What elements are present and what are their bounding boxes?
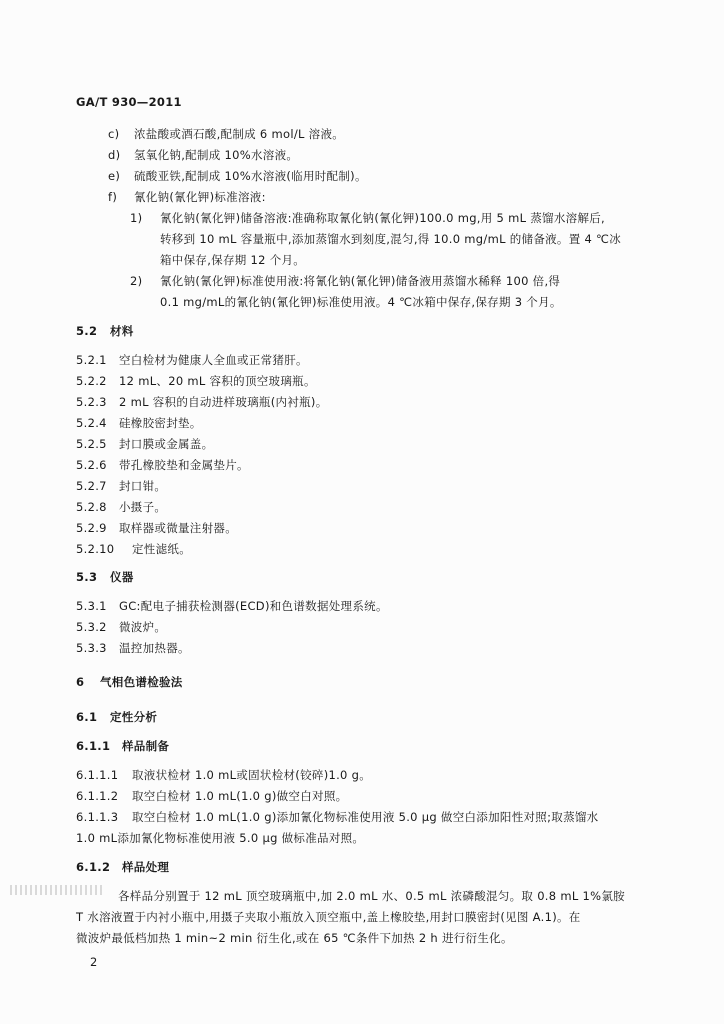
section-number: 6.1: [76, 710, 98, 724]
reagent-item-f: [108, 189, 266, 205]
list-text: 氢氧化钠,配制成 10%水溶液。: [134, 148, 299, 162]
clause-text: 取空白检材 1.0 mL(1.0 g)添加氰化物标准使用液 5.0 μg 做空白添加阳性对照;取蒸馏水: [132, 810, 599, 824]
list-label: c): [108, 127, 120, 141]
clause-number: 5.2.5: [76, 437, 107, 451]
clause-5-2-2: [76, 373, 316, 389]
clause-number: 5.2.8: [76, 500, 107, 514]
sub-item-2-label: 2): [130, 274, 143, 288]
clause-number: 5.2.9: [76, 521, 107, 535]
sub-item-1-line-2: 转移到 10 mL 容量瓶中,添加蒸馏水到刻度,混匀,得 10.0 mg/mL 的储备液。置 4 ℃冰: [160, 232, 622, 246]
clause-text: 硅橡胶密封垫。: [119, 416, 202, 430]
section-title: 样品处理: [122, 860, 170, 874]
section-title: 定性分析: [110, 710, 158, 724]
sub-item-1-line-3: 箱中保存,保存期 12 个月。: [160, 253, 306, 267]
clause-6-1-1-3: [76, 809, 598, 825]
clause-5-2-8: [76, 499, 166, 515]
section-number: 5.2: [76, 324, 98, 338]
clause-number: 5.3.2: [76, 620, 107, 634]
standard-id: GA/T 930—2011: [76, 95, 182, 109]
clause-number: 5.3.1: [76, 599, 107, 613]
section-5-2-heading: [76, 323, 134, 339]
clause-text: 带孔橡胶垫和金属垫片。: [119, 458, 249, 472]
clause-text: 12 mL、20 mL 容积的顶空玻璃瓶。: [119, 374, 316, 388]
sub-item-1-label: 1): [130, 211, 143, 225]
clause-5-2-9: [76, 520, 237, 536]
sub-item-2-line-1: 氰化钠(氰化钾)标准使用液:将氰化钠(氰化钾)储备液用蒸馏水稀释 100 倍,得: [160, 274, 561, 288]
list-label: d): [108, 148, 121, 162]
clause-number: 5.2.1: [76, 353, 107, 367]
clause-text: 小摄子。: [119, 500, 167, 514]
list-label: e): [108, 169, 121, 183]
list-text: 浓盐酸或酒石酸,配制成 6 mol/L 溶液。: [134, 127, 345, 141]
section-6-1-1-heading: [76, 738, 169, 754]
section-title: 材料: [110, 324, 134, 338]
clause-number: 6.1.1.1: [76, 768, 119, 782]
section-title: 样品制备: [122, 739, 170, 753]
procedure-line-1: 各样品分别置于 12 mL 顶空玻璃瓶中,加 2.0 mL 水、0.5 mL 浓磷酸混匀。取 0.8 mL 1%氯胺: [118, 889, 625, 903]
sub-item-1-line-1: 氰化钠(氰化钾)储备溶液:准确称取氰化钠(氰化钾)100.0 mg,用 5 mL 蒸馏水溶解后,: [160, 211, 606, 225]
clause-text: 封口钳。: [119, 479, 167, 493]
clause-text: 取空白检材 1.0 mL(1.0 g)做空白对照。: [132, 789, 348, 803]
list-text: 氰化钠(氰化钾)标准溶液:: [134, 190, 266, 204]
reagent-item-c: [108, 126, 344, 142]
sub-item-2-line-2: 0.1 mg/mL的氰化钠(氰化钾)标准使用液。4 ℃冰箱中保存,保存期 3 个月。: [160, 295, 562, 309]
clause-text: 微波炉。: [119, 620, 167, 634]
clause-5-3-3: [76, 640, 190, 656]
list-text: 硫酸亚铁,配制成 10%水溶液(临用时配制)。: [134, 169, 367, 183]
clause-5-2-1: [76, 352, 308, 368]
clause-number: 6.1.1.2: [76, 789, 119, 803]
section-title: 仪器: [110, 570, 134, 584]
section-6-heading: [76, 674, 183, 690]
section-6-1-heading: [76, 709, 157, 725]
section-number: 6: [76, 675, 85, 689]
clause-6-1-1-1: [76, 767, 371, 783]
clause-text: 封口膜或金属盖。: [119, 437, 214, 451]
scan-artifact: [10, 885, 105, 895]
clause-text: 取液状检材 1.0 mL或固状检材(铰碎)1.0 g。: [132, 768, 372, 782]
clause-5-2-3: [76, 394, 328, 410]
section-title: 气相色谱检验法: [100, 675, 183, 689]
list-label: f): [108, 190, 118, 204]
section-5-3-heading: [76, 569, 134, 585]
clause-5-2-4: [76, 415, 202, 431]
procedure-line-2: T 水溶液置于内衬小瓶中,用摄子夹取小瓶放入顶空瓶中,盖上橡胶垫,用封口膜密封(见图 A.1)。在: [76, 910, 581, 924]
clause-text: 定性滤纸。: [132, 542, 191, 556]
clause-5-2-6: [76, 457, 249, 473]
clause-5-3-1: [76, 598, 388, 614]
clause-text: 空白检材为健康人全血或正常猪肝。: [119, 353, 308, 367]
clause-text: GC:配电子捕获检测器(ECD)和色谱数据处理系统。: [119, 599, 388, 613]
clause-number: 5.3.3: [76, 641, 107, 655]
clause-number: 5.2.7: [76, 479, 107, 493]
clause-5-2-10: [76, 541, 191, 557]
clause-number: 5.2.6: [76, 458, 107, 472]
clause-text: 取样器或微量注射器。: [119, 521, 237, 535]
clause-5-3-2: [76, 619, 166, 635]
clause-number: 5.2.2: [76, 374, 107, 388]
section-number: 5.3: [76, 570, 98, 584]
reagent-item-e: [108, 168, 367, 184]
section-number: 6.1.1: [76, 739, 111, 753]
clause-number: 5.2.3: [76, 395, 107, 409]
clause-6-1-1-2: [76, 788, 347, 804]
clause-number: 5.2.10: [76, 542, 115, 556]
page-number: 2: [90, 955, 98, 969]
section-number: 6.1.2: [76, 860, 111, 874]
clause-5-2-7: [76, 478, 166, 494]
clause-number: 6.1.1.3: [76, 810, 119, 824]
clause-5-2-5: [76, 436, 213, 452]
clause-text: 温控加热器。: [119, 641, 190, 655]
procedure-line-3: 微波炉最低档加热 1 min~2 min 衍生化,或在 65 ℃条件下加热 2 h 进行衍生化。: [76, 931, 513, 945]
section-6-1-2-heading: [76, 859, 169, 875]
clause-6-1-1-3-continuation: 1.0 mL添加氰化物标准使用液 5.0 μg 做标准品对照。: [76, 831, 365, 845]
clause-text: 2 mL 容积的自动进样玻璃瓶(内衬瓶)。: [119, 395, 328, 409]
clause-number: 5.2.4: [76, 416, 107, 430]
reagent-item-d: [108, 147, 298, 163]
